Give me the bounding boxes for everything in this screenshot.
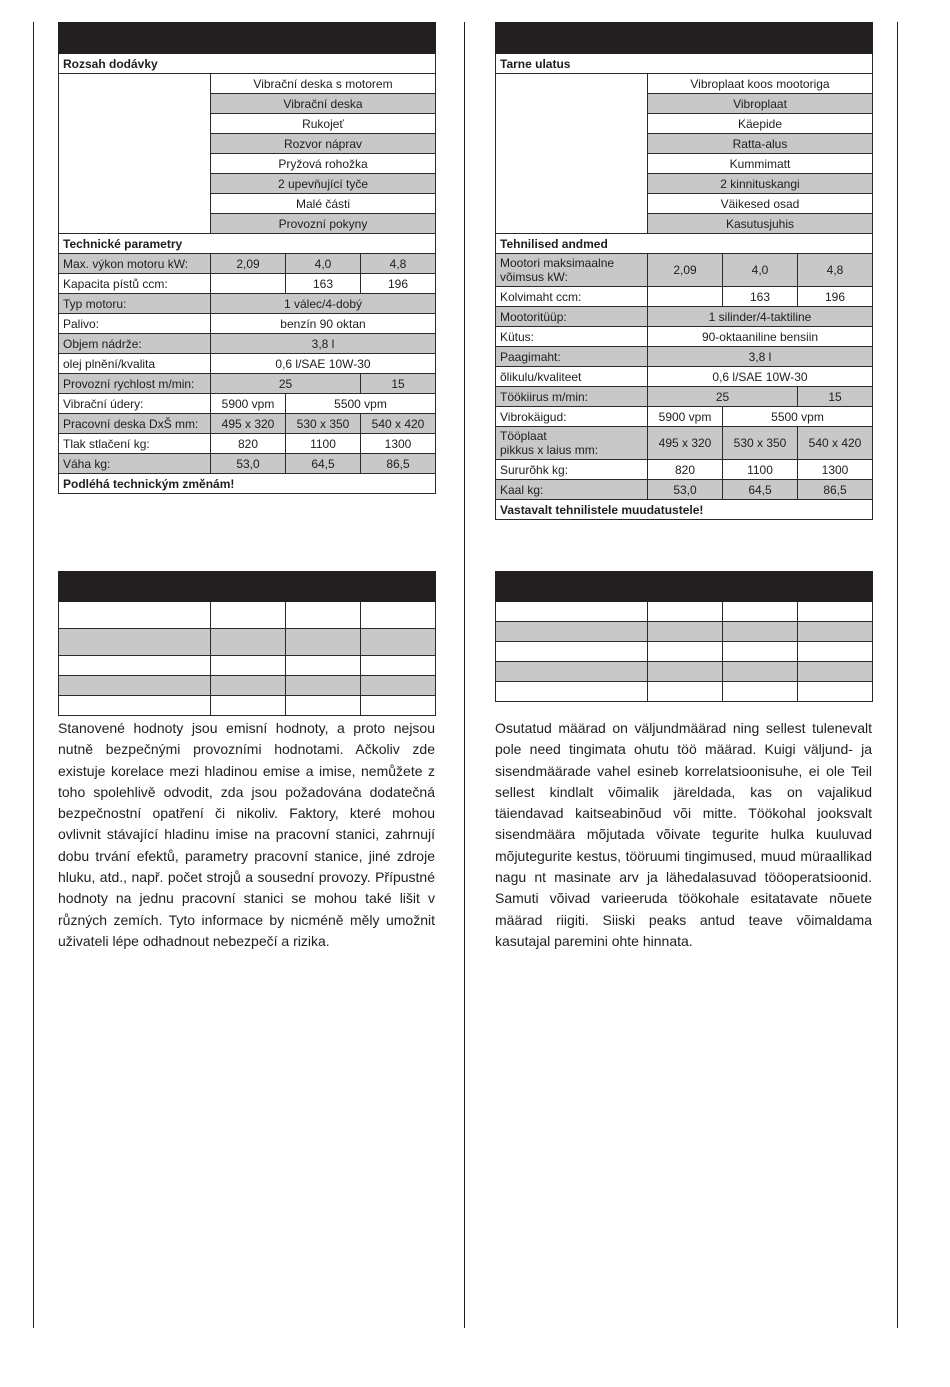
vib-label: Vibrační údery:	[59, 394, 211, 414]
vib-value: 5500 vpm	[723, 407, 873, 427]
tank-label: Paagimaht:	[496, 347, 648, 367]
speed-label: Töökiirus m/min:	[496, 387, 648, 407]
ccm-value	[211, 274, 286, 294]
plate-value: 540 x 420	[798, 427, 873, 460]
scope-item: 2 kinnituskangi	[648, 174, 873, 194]
spec-footer: Vastavalt tehnilistele muudatustele!	[496, 500, 873, 520]
ccm-label: Kapacita pístů ccm:	[59, 274, 211, 294]
power-value: 4,0	[723, 254, 798, 287]
cz-paragraph: Stanovené hodnoty jsou emisní hodnoty, a proto nejsou nutně bezpečnými provozními hodnotami. Ačkoliv zde existuje korelace mezi hladinou emise a imise, nemůžete z toho spolehlivě odvodit, zda jsou požadována dodatečná bezpečnostní opatření či nikoliv. Faktory, které mohou ovlivnit stávající hladinu imise na pracovní stanici, zahrnují dobu trvání efektů, parametry pracovní stanice, jiné zdroje hluku, atd., např. počet strojů a sousední provozy. Přípustné hodnoty na jednu pracovní stanici se mohou také lišit v různých zemích. Tyto informace by nicméně měly umožnit uživateli lépe odhadnout nebezpečí a rizika.	[58, 720, 435, 949]
scope-item: Provozní pokyny	[211, 214, 436, 234]
scope-item: 2 upevňující tyče	[211, 174, 436, 194]
vib-value: 5900 vpm	[648, 407, 723, 427]
scope-item: Rozvor náprav	[211, 134, 436, 154]
ccm-value: 163	[286, 274, 361, 294]
power-value: 4,0	[286, 254, 361, 274]
scope-item: Kasutusjuhis	[648, 214, 873, 234]
tank-label: Objem nádrže:	[59, 334, 211, 354]
plate-value: 495 x 320	[648, 427, 723, 460]
weight-value: 86,5	[361, 454, 436, 474]
scope-item: Rukojeť	[211, 114, 436, 134]
plate-value: 530 x 350	[723, 427, 798, 460]
engine-value: 1 válec/4-dobý	[211, 294, 436, 314]
plate-label: Pracovní deska DxŠ mm:	[59, 414, 211, 434]
plate-label-line: pikkus x laius mm:	[500, 443, 599, 457]
power-label: Max. výkon motoru kW:	[59, 254, 211, 274]
scope-item: Ratta-alus	[648, 134, 873, 154]
vib-value: 5500 vpm	[286, 394, 436, 414]
spec-footer: Podléhá technickým změnám!	[59, 474, 436, 494]
speed-label: Provozní rychlost m/min:	[59, 374, 211, 394]
vib-label: Vibrokäigud:	[496, 407, 648, 427]
scope-blank	[59, 74, 211, 234]
et-noise-table	[495, 571, 873, 702]
table-header-bar	[496, 572, 873, 602]
scope-item: Käepide	[648, 114, 873, 134]
tech-title: Technické parametry	[59, 234, 436, 254]
scope-item: Vibrační deska	[211, 94, 436, 114]
force-value: 1100	[723, 460, 798, 480]
oil-value: 0,6 l/SAE 10W-30	[211, 354, 436, 374]
speed-value: 15	[798, 387, 873, 407]
scope-blank	[496, 74, 648, 234]
force-value: 820	[648, 460, 723, 480]
power-value: 4,8	[361, 254, 436, 274]
engine-label: Typ motoru:	[59, 294, 211, 314]
force-value: 1100	[286, 434, 361, 454]
weight-value: 53,0	[211, 454, 286, 474]
vib-value: 5900 vpm	[211, 394, 286, 414]
fuel-label: Palivo:	[59, 314, 211, 334]
plate-label	[496, 427, 648, 460]
fuel-value: benzín 90 oktan	[211, 314, 436, 334]
power-label-line: Mootori maksimaalne	[500, 256, 615, 270]
fuel-value: 90-oktaaniline bensiin	[648, 327, 873, 347]
left-margin-rule	[33, 22, 34, 1328]
engine-value: 1 silinder/4-taktiline	[648, 307, 873, 327]
et-spec-table	[495, 22, 873, 520]
plate-label-line: Tööplaat	[500, 429, 547, 443]
force-value: 1300	[361, 434, 436, 454]
speed-value: 15	[361, 374, 436, 394]
power-label-line: võimsus kW:	[500, 270, 568, 284]
table-header-bar	[496, 23, 873, 54]
speed-value: 25	[648, 387, 798, 407]
plate-value: 540 x 420	[361, 414, 436, 434]
plate-value: 530 x 350	[286, 414, 361, 434]
weight-value: 64,5	[286, 454, 361, 474]
cz-noise-table	[58, 571, 436, 716]
scope-title: Rozsah dodávky	[59, 54, 436, 74]
ccm-label: Kolvimaht ccm:	[496, 287, 648, 307]
oil-value: 0,6 l/SAE 10W-30	[648, 367, 873, 387]
oil-label: olej plnění/kvalita	[59, 354, 211, 374]
center-divider-rule	[464, 22, 465, 1328]
power-value: 4,8	[798, 254, 873, 287]
weight-value: 64,5	[723, 480, 798, 500]
ccm-value	[648, 287, 723, 307]
scope-title: Tarne ulatus	[496, 54, 873, 74]
force-value: 1300	[798, 460, 873, 480]
table-header-bar	[211, 572, 436, 602]
oil-label: õlikulu/kvaliteet	[496, 367, 648, 387]
ccm-value: 163	[723, 287, 798, 307]
weight-value: 53,0	[648, 480, 723, 500]
ccm-value: 196	[798, 287, 873, 307]
scope-item: Väikesed osad	[648, 194, 873, 214]
speed-value: 25	[211, 374, 361, 394]
table-header-bar	[59, 23, 436, 54]
plate-value: 495 x 320	[211, 414, 286, 434]
scope-item: Pryžová rohožka	[211, 154, 436, 174]
scope-item: Vibrační deska s motorem	[211, 74, 436, 94]
weight-label: Kaal kg:	[496, 480, 648, 500]
force-label: Sururõhk kg:	[496, 460, 648, 480]
right-margin-rule	[897, 22, 898, 1328]
fuel-label: Kütus:	[496, 327, 648, 347]
tech-title: Tehnilised andmed	[496, 234, 873, 254]
power-value: 2,09	[211, 254, 286, 274]
force-label: Tlak stlačení kg:	[59, 434, 211, 454]
ccm-value: 196	[361, 274, 436, 294]
power-value: 2,09	[648, 254, 723, 287]
power-label	[496, 254, 648, 287]
scope-item: Kummimatt	[648, 154, 873, 174]
table-header-bar	[59, 572, 211, 602]
cz-spec-table	[58, 22, 436, 494]
scope-item: Vibroplaat koos mootoriga	[648, 74, 873, 94]
force-value: 820	[211, 434, 286, 454]
et-paragraph: Osutatud määrad on väljundmäärad ning sellest tulenevalt pole need tingimata ohutu töö määrad. Kuigi väljund- ja sisendmäärade vahel esineb korrelatsioonisuhe, ei ole Teil sellest kindlalt võimalik järeldada, kas on vajalikud täiendavad kaitseabinõud või mitte. Töökohal jooksvalt sisendmäära mõjutada võivate tegurite hulka kuuluvad mõjutegurite kestus, tööruumi tingimused, muud müraallikad nagu nt masinate arv ja lähedalasuvad tööoperatsioonid. Samuti võivad varieeruda töökohale esitatavate nõuete määrad riigiti. Siiski peaks antud teave võimaldama kasutajal paremini ohte hinnata.	[495, 720, 872, 949]
tank-value: 3,8 l	[648, 347, 873, 367]
tank-value: 3,8 l	[211, 334, 436, 354]
weight-label: Váha kg:	[59, 454, 211, 474]
engine-label: Mootoritüüp:	[496, 307, 648, 327]
scope-item: Vibroplaat	[648, 94, 873, 114]
scope-item: Malé části	[211, 194, 436, 214]
weight-value: 86,5	[798, 480, 873, 500]
